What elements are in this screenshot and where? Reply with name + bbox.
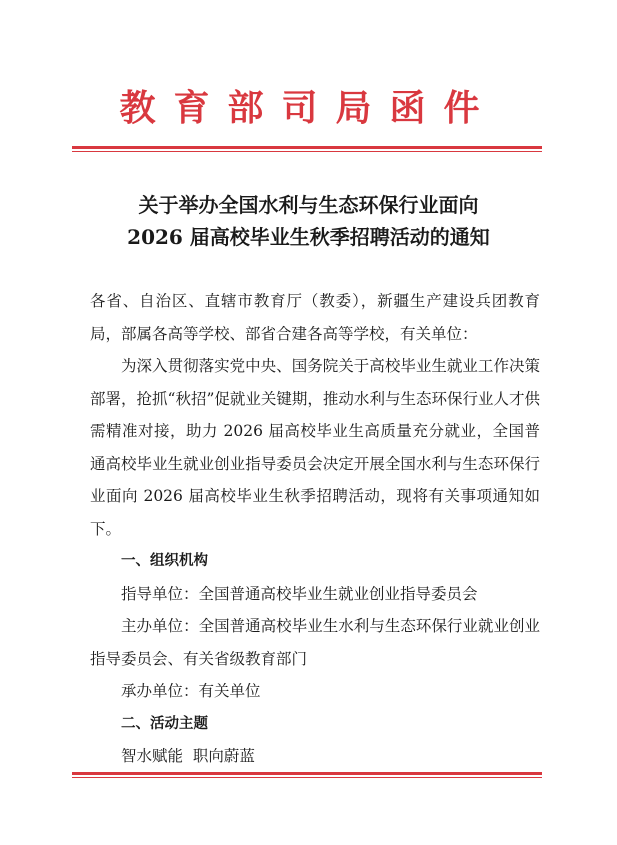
header-divider-thin [72,151,542,152]
footer-divider [72,772,542,778]
salutation: 各省、自治区、直辖市教育厅（教委），新疆生产建设兵团教育局，部属各高等学校、部省合建各高等学校，有关单位： [90,292,540,343]
header-divider [72,146,542,152]
header-divider-thick [72,146,542,149]
title-line-2: 2026 届高校毕业生秋季招聘活动的通知 [127,225,490,249]
document-title [60,189,557,253]
footer-divider-thick [72,772,542,775]
activity-theme: 智水赋能 职向蔚蓝 [121,747,255,765]
intro-paragraph: 为深入贯彻落实党中央、国务院关于高校毕业生就业工作决策部署，抢抓“秋招”促就业关键期，推动水利与生态环保行业人才供需精准对接，助力 2026 届高校毕业生高质量充分就业，全国普通高校毕业生就业创业指导委员会决定开展全国水利与生态环保行业面向 2026 届高校毕业生秋季招聘活动，现将有关事项通知如下。 [90,357,540,538]
host-unit: 主办单位：全国普通高校毕业生水利与生态环保行业就业创业指导委员会、有关省级教育部门 [90,617,540,668]
guide-unit: 指导单位：全国普通高校毕业生就业创业指导委员会 [121,584,478,603]
section-heading-organization: 一、组织机构 [121,553,208,569]
letterhead-title: 教育部司局函件 [119,87,498,129]
document-body [90,285,540,773]
footer-divider-thin [72,777,542,778]
organizer-unit: 承办单位：有关单位 [121,682,261,700]
section-heading-theme: 二、活动主题 [121,715,208,732]
title-line-1: 关于举办全国水利与生态环保行业面向 [138,193,479,217]
